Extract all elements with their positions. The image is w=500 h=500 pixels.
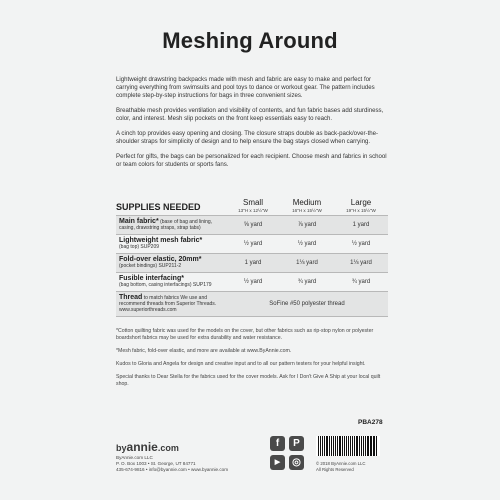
note-paragraph: *Cotton quilting fabric was used for the models on the cover, but other fabrics such as rip-stop nylon or polyester boardshort fabrics may be used for extra durability and water resistance. [116,328,374,341]
barcode-bar [320,436,321,456]
barcode-bar [335,436,336,456]
supply-name: Fold-over elastic, 20mm* [119,256,202,263]
barcode-bar [367,436,368,456]
barcode-bar [331,436,332,456]
size-dimensions: 13"H x 12½"W [238,208,268,213]
page-title: Meshing Around [162,28,338,53]
intro-paragraph: A cinch top provides easy opening and closing. The closure straps double as back-pack/over-the-shoulder straps for simplicity of design and to help ensure the bag stays closed when carrying. [116,130,379,145]
barcode-bar [318,436,319,456]
barcode-bar [326,436,328,456]
supply-row-interfacing [116,273,388,292]
company-address [116,455,228,473]
supply-description: (bag bottom, casing interfacings) SUP179 [119,282,212,288]
barcode-bar [344,436,345,456]
barcode-bar [370,436,371,456]
pattern-code: PBA278 [358,419,383,426]
supply-row-thread [116,292,388,317]
size-column-small [226,198,280,215]
supply-item [116,257,226,269]
intro-paragraph: Lightweight drawstring backpacks made with mesh and fabric are easy to make and perfect for carrying everything from swimsuits and pool toys to dance or workout gear. The pattern includes complete step-by-step instructions for bags in three convenient sizes. [116,76,375,99]
barcode-bar [342,436,343,456]
intro-paragraph: Breathable mesh provides ventilation and visibility of contents, and fun fabric bases add sturdiness, color, and interest. Mesh slip pockets on the front keep essentials easy to reach. [116,107,384,122]
amount-small: ⅝ yard [243,222,263,228]
amount-all-sizes: SoFine #50 polyester thread [269,301,345,307]
note-paragraph: Kudos to Gloria and Angela for design and creative input and to all our pattern testers for your helpful insight. [116,361,366,367]
amount-large: 1 yard [352,222,370,228]
supply-description: to match fabrics We use and recommend threads from Superior Threads. www.superiorthreads.com [119,295,217,313]
logo-name: annie [126,440,158,454]
supplies-table [116,190,388,317]
amount-small: ½ yard [243,241,263,247]
supply-row-elastic [116,254,388,273]
size-column-medium [280,198,334,215]
barcode-bar [352,436,353,456]
copyright-line: All Rights Reserved [316,467,354,472]
logo-suffix: .com [157,443,179,453]
barcode-bar [329,436,330,456]
facebook-icon: f [270,436,285,451]
barcode-bar [339,436,341,456]
barcode-bar [376,436,377,456]
barcode-bar [363,436,364,456]
brand-logo [116,440,179,454]
size-dimensions: 16"H x 15½"W [292,208,322,213]
amount-large: 1⅛ yard [350,260,372,266]
supply-name: Main fabric* [119,218,159,225]
company-contact: 435-674-9816 • info@byannie.com • www.byannie.com [116,467,229,472]
supply-description: (pocket bindings) SUP211-2 [119,263,182,269]
supply-item [116,238,226,250]
size-label: Small [242,198,263,207]
note-paragraph: Special thanks to Dear Stella for the fabrics used for the cover models. Ask for I Don't Give A Ship at your local quilt shop. [116,374,381,387]
size-column-large [334,198,388,215]
size-dimensions: 19"H x 15½"W [346,208,376,213]
barcode-bar [361,436,362,456]
barcode-bar [356,436,358,456]
supply-name: Fusible interfacing* [119,275,184,282]
amount-medium: ¾ yard [297,279,317,285]
notes-text [116,328,388,394]
barcode-bar [354,436,355,456]
youtube-icon: ▶ [270,455,285,470]
company-name: ByAnnie.com LLC [116,455,153,460]
barcode [316,436,380,456]
amount-large: ¾ yard [351,279,371,285]
amount-small: 1 yard [244,260,262,266]
instagram-icon: ◎ [289,455,304,470]
barcode-bar [333,436,334,456]
supply-row-main-fabric [116,216,388,235]
barcode-bar [365,436,366,456]
supply-item [116,276,226,288]
supply-item [116,295,226,313]
amount-medium: ⅞ yard [297,222,317,228]
barcode-bar [373,436,375,456]
amount-medium: ½ yard [297,241,317,247]
note-paragraph: *Mesh fabric, fold-over elastic, and more are available at www.ByAnnie.com. [116,348,292,354]
pinterest-icon: P [289,436,304,451]
social-icons [270,436,306,472]
supply-description: (bag top) SUP209 [119,244,160,250]
intro-paragraph: Perfect for gifts, the bags can be personalized for each recipient. Choose mesh and fabrics in school or team colors for students or sports fans. [116,153,387,168]
barcode-bar [346,436,347,456]
barcode-bar [322,436,323,456]
supply-name: Thread [119,294,143,301]
amount-medium: 1⅛ yard [296,260,318,266]
size-label: Medium [292,198,322,207]
logo-prefix: by [116,443,127,453]
intro-text [116,76,388,176]
barcode-bar [324,436,325,456]
copyright [316,461,366,473]
barcode-bar [337,436,338,456]
size-label: Large [350,198,372,207]
supply-description: (base of bag and lining, casing, drawstring straps, strap tabs) [119,219,213,231]
supply-item [116,219,226,231]
barcode-bar [371,436,372,456]
supplies-header-row [116,190,388,216]
copyright-line: © 2018 ByAnnie.com LLC [316,461,366,466]
supply-row-mesh-fabric [116,235,388,254]
supplies-heading: SUPPLIES NEEDED [116,202,201,212]
supply-name: Lightweight mesh fabric* [119,237,203,244]
barcode-bar [348,436,349,456]
barcode-bar [350,436,351,456]
barcode-bar [359,436,360,456]
amount-small: ½ yard [243,279,263,285]
company-street: P. O. Box 1003 • St. George, UT 84771 [116,461,196,466]
amount-large: ½ yard [351,241,371,247]
